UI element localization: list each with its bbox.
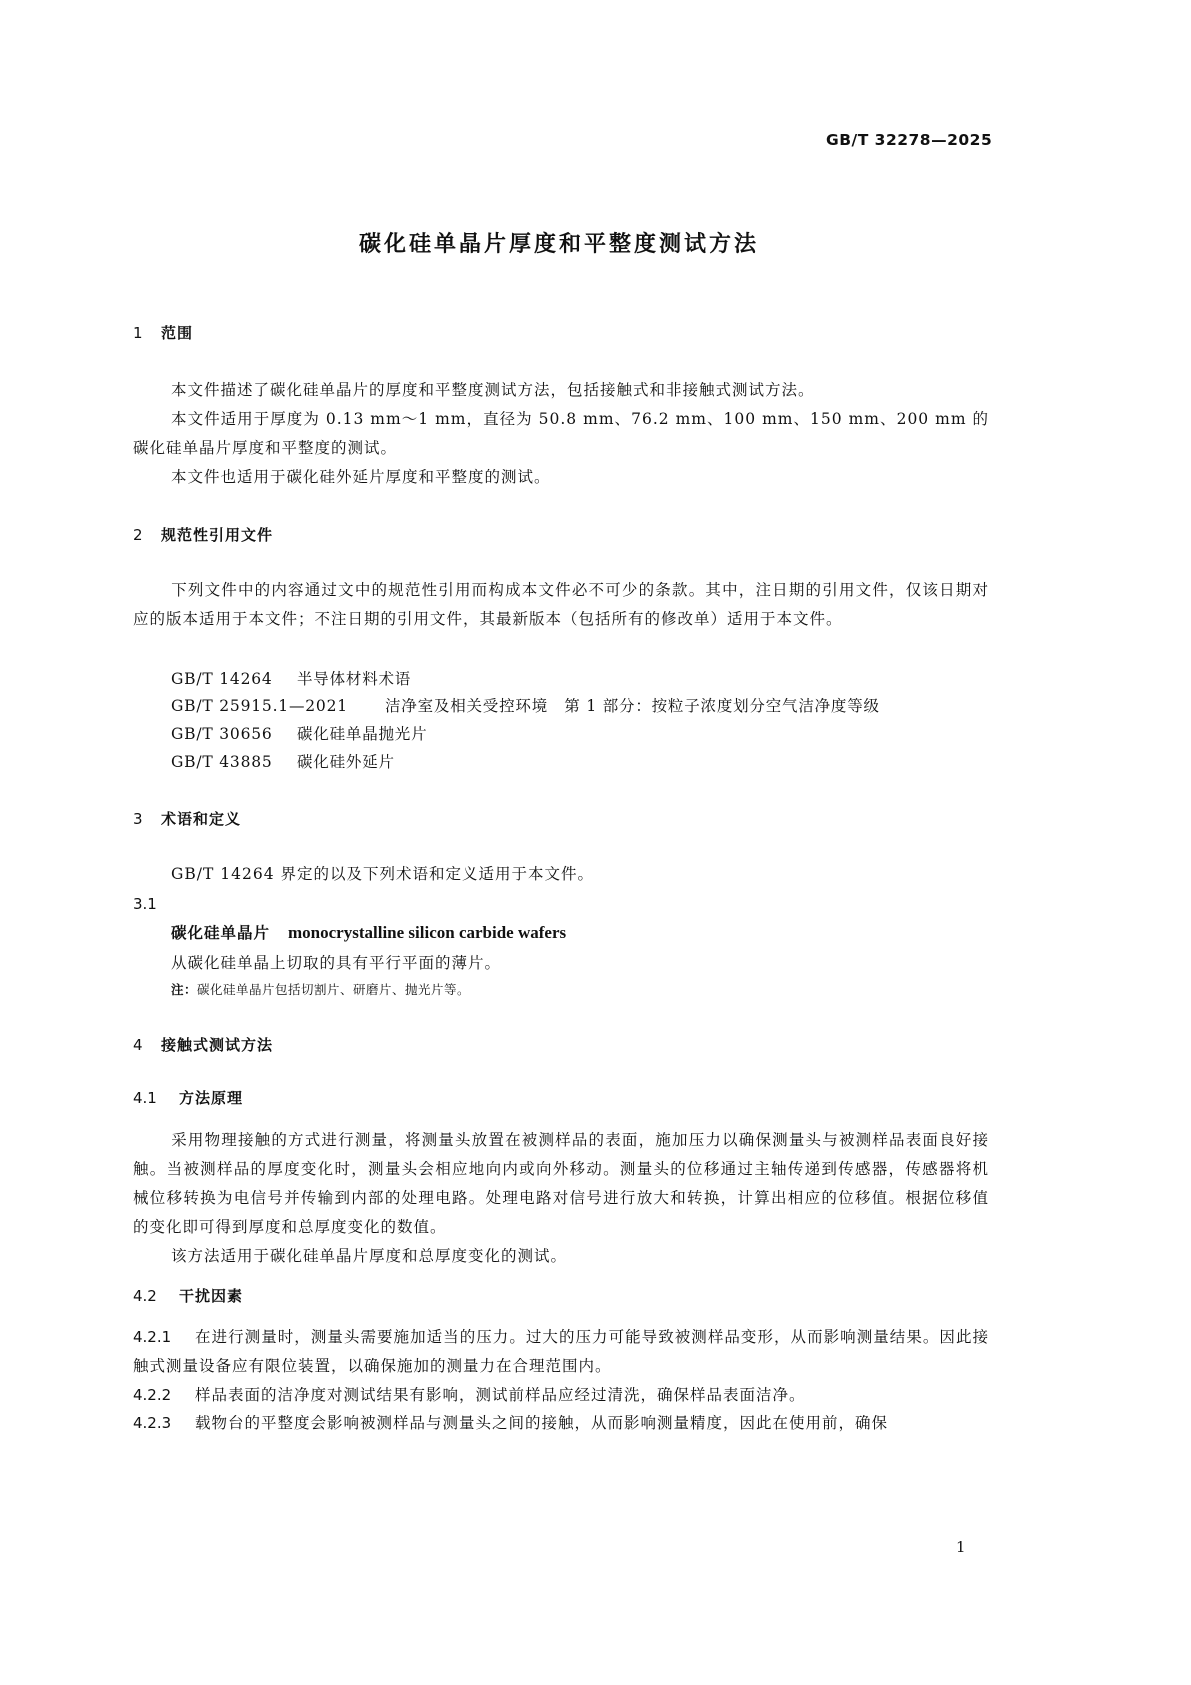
section-number: 1	[133, 324, 143, 342]
reference-item	[171, 750, 395, 772]
term-number: 3.1	[133, 895, 157, 913]
subsection-4-1-heading	[133, 1087, 243, 1108]
subsection-number: 4.1	[133, 1089, 157, 1107]
note-text: 碳化硅单晶片包括切割片、研磨片、抛光片等。	[197, 982, 471, 997]
reference-code: GB/T 25915.1—2021	[171, 697, 348, 715]
paragraph-text: 下列文件中的内容通过文中的规范性引用而构成本文件必不可少的条款。其中，注日期的引用文件，仅该日期对应的版本适用于本文件；不注日期的引用文件，其最新版本（包括所有的修改单）适用于本文件。	[133, 581, 989, 628]
clause-number: 4.2.3	[133, 1414, 172, 1432]
term-english: monocrystalline silicon carbide wafers	[288, 923, 567, 942]
clause	[133, 1381, 989, 1410]
paragraph	[133, 376, 989, 405]
section-2-heading	[133, 524, 273, 545]
paragraph-text: 该方法适用于碳化硅单晶片厚度和总厚度变化的测试。	[171, 1247, 568, 1265]
paragraph	[133, 405, 989, 463]
reference-item	[171, 722, 427, 744]
term-chinese: 碳化硅单晶片	[171, 924, 271, 942]
reference-title: 碳化硅单晶抛光片	[297, 725, 428, 743]
reference-code: GB/T 30656	[171, 725, 273, 743]
subsection-title: 方法原理	[179, 1089, 244, 1107]
standard-number: GB/T 32278—2025	[826, 131, 993, 149]
clause-number: 4.2.1	[133, 1328, 172, 1346]
paragraph-text: 采用物理接触的方式进行测量，将测量头放置在被测样品的表面，施加压力以确保测量头与被测样品表面良好接触。当被测样品的厚度变化时，测量头会相应地向内或向外移动。测量头的位移通过主轴传递到传感器，传感器将机械位移转换为电信号并传输到内部的处理电路。处理电路对信号进行放大和转换，计算出相应的位移值。根据位移值的变化即可得到厚度和总厚度变化的数值。	[133, 1131, 989, 1236]
clause-text: 在进行测量时，测量头需要施加适当的压力。过大的压力可能导致被测样品变形，从而影响测量结果。因此接触式测量设备应有限位装置，以确保施加的测量力在合理范围内。	[133, 1328, 989, 1375]
clause	[133, 1323, 989, 1381]
section-number: 3	[133, 810, 143, 828]
clause-number: 4.2.2	[133, 1386, 172, 1404]
note-label: 注：	[171, 982, 198, 997]
reference-item	[171, 694, 880, 716]
reference-code: GB/T 14264	[171, 670, 273, 688]
section-title: 接触式测试方法	[161, 1036, 274, 1054]
clause-text: 载物台的平整度会影响被测样品与测量头之间的接触，从而影响测量精度，因此在使用前，确保	[195, 1414, 889, 1432]
paragraph-text: 本文件描述了碳化硅单晶片的厚度和平整度测试方法，包括接触式和非接触式测试方法。	[171, 381, 815, 399]
paragraph-text: 本文件适用于厚度为 0.13 mm～1 mm，直径为 50.8 mm、76.2 mm、100 mm、150 mm、200 mm 的碳化硅单晶片厚度和平整度的测试。	[133, 410, 989, 457]
paragraph-text: 本文件也适用于碳化硅外延片厚度和平整度的测试。	[171, 468, 551, 486]
clause-text: 样品表面的洁净度对测试结果有影响，测试前样品应经过清洗，确保样品表面洁净。	[195, 1386, 806, 1404]
reference-title: 半导体材料术语	[297, 670, 412, 688]
paragraph-text: GB/T 14264 界定的以及下列术语和定义适用于本文件。	[171, 865, 594, 883]
section-title: 规范性引用文件	[161, 526, 274, 544]
section-3-heading	[133, 808, 241, 829]
section-number: 2	[133, 526, 143, 544]
reference-title: 碳化硅外延片	[297, 753, 395, 771]
paragraph	[133, 860, 989, 889]
reference-title: 洁净室及相关受控环境 第 1 部分：按粒子浓度划分空气洁净度等级	[385, 697, 880, 715]
page-number: 1	[956, 1538, 966, 1556]
subsection-title: 干扰因素	[179, 1287, 244, 1305]
reference-item	[171, 667, 411, 689]
section-title: 术语和定义	[161, 810, 242, 828]
paragraph	[133, 463, 989, 492]
term-definition: 从碳化硅单晶上切取的具有平行平面的薄片。	[171, 954, 502, 972]
section-title: 范围	[161, 324, 194, 342]
clause	[133, 1409, 989, 1438]
paragraph	[133, 1242, 989, 1271]
term-entry	[171, 921, 566, 943]
section-4-heading	[133, 1034, 273, 1055]
paragraph	[133, 576, 989, 634]
section-number: 4	[133, 1036, 143, 1054]
document-title: 碳化硅单晶片厚度和平整度测试方法	[358, 232, 759, 257]
reference-code: GB/T 43885	[171, 753, 273, 771]
subsection-4-2-heading	[133, 1285, 243, 1306]
section-1-heading	[133, 322, 193, 343]
term-note	[171, 980, 470, 998]
paragraph	[133, 1126, 989, 1242]
subsection-number: 4.2	[133, 1287, 157, 1305]
